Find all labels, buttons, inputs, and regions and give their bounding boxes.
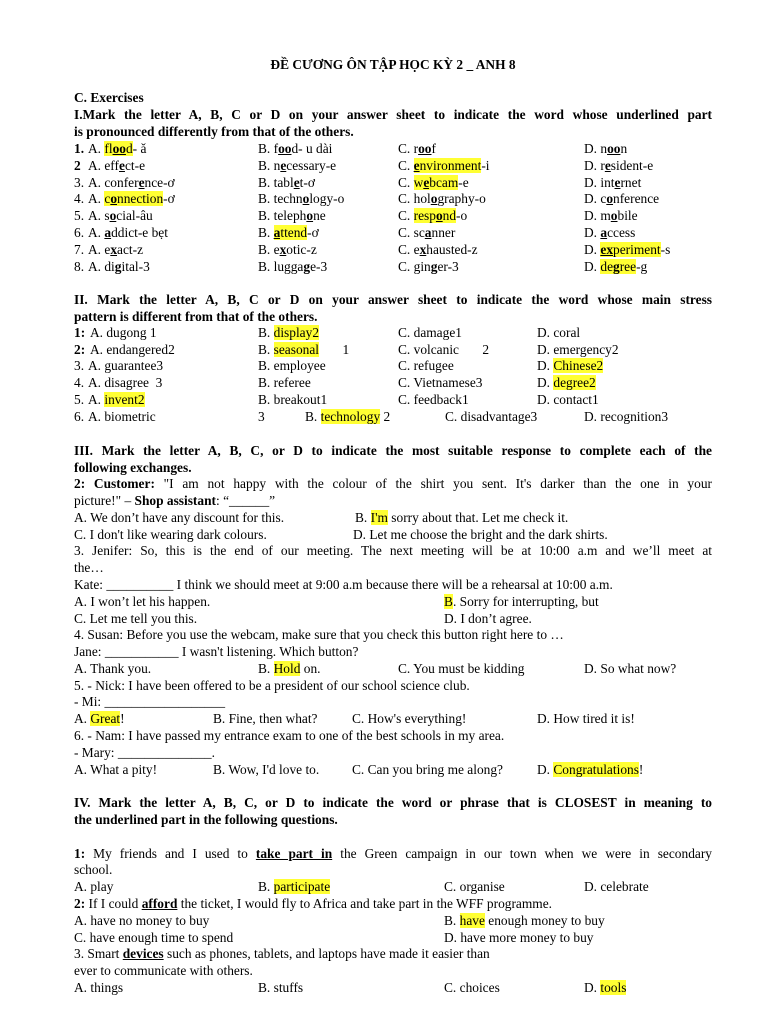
part3-instruction-cont: following exchanges. (74, 460, 192, 475)
part1-instruction: I.Mark the letter A, B, C or D on your answer sheet to indicate the word whose underlined part (74, 107, 712, 122)
part3-q4-reply: Jane: ___________ I wasn't listening. Which button? (74, 644, 359, 659)
option-d: D. recognition3 (584, 409, 669, 424)
option-b: B. breakout1 (258, 392, 328, 407)
option-c: C. roof (398, 141, 436, 156)
option-c: C. holography-o (398, 191, 486, 207)
option-d: D. Chinese2 (537, 358, 604, 373)
option-d: D. access (584, 225, 636, 240)
option-b: B. participate (258, 879, 331, 894)
option-d: D. noon (584, 141, 628, 156)
question-number: 4. (74, 191, 85, 207)
section-heading: C. Exercises (74, 90, 144, 105)
option-c: C. refugee (398, 358, 454, 373)
part4-q3-prompt: 3. Smart devices such as phones, tablets, and laptops have made it easier than (74, 946, 490, 961)
part3-q4-options (74, 661, 734, 677)
option-d: D. How tired it is! (537, 711, 635, 726)
option-c: C. Vietnamese3 (398, 375, 483, 390)
option-d: D. emergency2 (537, 342, 619, 357)
option-c: C. have enough time to spend (74, 930, 234, 945)
option-c: C. Let me tell you this. (74, 611, 198, 626)
option-d: D. internet (584, 174, 642, 190)
option-a: A. guarantee3 (88, 358, 164, 373)
part1-question-1 (74, 141, 734, 157)
part1-question-6 (74, 225, 734, 241)
question-number: 4. (74, 375, 85, 390)
option-c: C. webcam-e (398, 174, 469, 190)
option-d: D. I don’t agree. (444, 611, 532, 626)
question-number: 7. (74, 241, 85, 257)
option-a: A. What a pity! (74, 762, 158, 777)
option-d: D. degree-g (584, 258, 648, 274)
part2-question-5 (74, 392, 734, 408)
option-d: D. mobile (584, 208, 638, 224)
part3-q3-prompt: 3. Jenifer: So, this is the end of our meeting. The next meeting will be at 10:00 a.m and we’ll meet at (74, 543, 712, 558)
question-number: 1. (74, 141, 85, 156)
option-c: C. disadvantage3 (445, 409, 538, 424)
part3-q5-reply: - Mi: __________________ (74, 694, 226, 709)
part3-instruction: III. Mark the letter A, B, C, or D to indicate the most suitable response to complete each of the (74, 443, 712, 458)
option-a: A. flood- ǎ (88, 141, 147, 156)
option-b: B. I'm sorry about that. Let me check it. (355, 510, 569, 525)
option-a: A. exact-z (88, 241, 144, 257)
part3-q2-prompt-cont: picture!" – Shop assistant: “______” (74, 493, 276, 508)
option-c: C. volcanic 2 (398, 342, 490, 357)
option-b: B. tablet-ơ (258, 174, 315, 190)
option-b: B. display2 (258, 325, 320, 340)
part2-question-3 (74, 358, 734, 374)
part4-q2-options-1 (74, 913, 734, 929)
part2-question-1 (74, 325, 734, 341)
part3-q3-options-1 (74, 594, 734, 610)
question-number: 2: (74, 342, 86, 357)
part1-question-8 (74, 259, 734, 275)
option-a: A. effect-e (88, 157, 146, 173)
part3-q4-prompt: 4. Susan: Before you use the webcam, make sure that you check this button right here to … (74, 627, 564, 642)
option-b: B. referee (258, 375, 311, 390)
part1-question-5 (74, 208, 734, 224)
question-number: 3. (74, 174, 85, 190)
option-c: C. ginger-3 (398, 258, 459, 274)
part4-q3-prompt-cont: ever to communicate with others. (74, 963, 253, 978)
part3-q2-prompt: 2: Customer: "I am not happy with the colour of the shirt you sent. It's darker than the one in your (74, 476, 712, 491)
option-b: B. Fine, then what? (213, 711, 318, 726)
option-a: A. I won’t let his happen. (74, 594, 211, 609)
part4-q2-options-2 (74, 930, 734, 946)
part2-question-2 (74, 342, 734, 358)
option-b: B. have enough money to buy (444, 913, 605, 928)
part1-instruction-cont: is pronounced differently from that of the others. (74, 124, 354, 139)
option-b: B. Sorry for interrupting, but (444, 594, 599, 609)
option-c: C. I don't like wearing dark colours. (74, 527, 267, 542)
option-d: D. have more money to buy (444, 930, 594, 945)
question-number: 5. (74, 392, 85, 407)
option-c: C. damage1 (398, 325, 462, 340)
part3-q2-options-1 (74, 510, 734, 526)
option-c: C. How's everything! (352, 711, 467, 726)
option-d: D. coral (537, 325, 581, 340)
part3-q3-options-2 (74, 611, 734, 627)
part1-question-2 (74, 158, 734, 174)
part3-q5-prompt: 5. - Nick: I have been offered to be a president of our school science club. (74, 678, 470, 693)
option-a: A. disagree 3 (88, 375, 163, 390)
option-c: C. choices (444, 980, 500, 995)
question-number: 6. (74, 409, 85, 424)
part3-q6-prompt: 6. - Nam: I have passed my entrance exam to one of the best schools in my area. (74, 728, 505, 743)
option-d: D. Congratulations! (537, 762, 644, 777)
part4-q1-options (74, 879, 734, 895)
option-c: C. respond-o (398, 208, 468, 224)
part3-q3-reply: Kate: __________ I think we should meet at 9:00 a.m because there will be a rehearsal at 10:00 a.m. (74, 577, 613, 592)
option-c: C. environment-i (398, 157, 490, 173)
option-a: A. connection-ơ (88, 191, 175, 207)
option-d: D. degree2 (537, 375, 596, 390)
option-a: A. have no money to buy (74, 913, 210, 928)
part3-q6-reply: - Mary: ______________. (74, 745, 215, 760)
part4-instruction-cont: the underlined part in the following questions. (74, 812, 338, 827)
option-d: D. conference (584, 191, 660, 207)
option-a: A. conference-ơ (88, 174, 175, 190)
option-a: A. invent2 (88, 392, 145, 407)
part4-q3-options (74, 980, 734, 996)
page-title: ĐỀ CƯƠNG ÔN TẬP HỌC KỲ 2 _ ANH 8 (270, 57, 516, 72)
option-b: B. employee (258, 358, 326, 373)
question-number: 2 (74, 157, 81, 173)
option-a: A. digital-3 (88, 258, 150, 274)
option-b: B. food- u dài (258, 141, 333, 156)
option-a: A. social-âu (88, 208, 153, 224)
option-a: A. play (74, 879, 114, 894)
option-d: D. resident-e (584, 157, 654, 173)
option-b: B. Wow, I'd love to. (213, 762, 320, 777)
question-number: 5. (74, 208, 85, 224)
part2-question-6 (74, 409, 734, 425)
option-a: A. addict-e bẹt (88, 225, 168, 240)
option-a: A. Thank you. (74, 661, 152, 676)
part1-question-3 (74, 175, 734, 191)
option-d: D. Let me choose the bright and the dark shirts. (353, 527, 608, 542)
option-a: A. Great! (74, 711, 125, 726)
option-b: B. attend-ơ (258, 225, 319, 240)
option-d: D. tools (584, 980, 627, 995)
option-d: D. So what now? (584, 661, 677, 676)
option-c: C. scanner (398, 225, 456, 240)
option-c: C. You must be kidding (398, 661, 525, 676)
part4-q2-prompt: 2: If I could afford the ticket, I would fly to Africa and take part in the WFF programme. (74, 896, 552, 911)
part3-q2-options-2 (74, 527, 734, 543)
option-a: A. biometric (88, 409, 156, 424)
part4-q1-prompt: 1: My friends and I used to take part in the Green campaign in our town when we were in secondary (74, 846, 712, 861)
question-number: 8. (74, 258, 85, 274)
option-d: D. contact1 (537, 392, 599, 407)
option-d: D. celebrate (584, 879, 649, 894)
part2-instruction: II. Mark the letter A, B, C or D on your answer sheet to indicate the word whose main stress (74, 292, 712, 307)
question-number: 1: (74, 325, 86, 340)
part1-question-4 (74, 191, 734, 207)
question-number: 6. (74, 225, 85, 240)
option-c: C. feedback1 (398, 392, 469, 407)
option-b: B. necessary-e (258, 157, 337, 173)
option-a: A. We don’t have any discount for this. (74, 510, 285, 525)
option-c: C. Can you bring me along? (352, 762, 503, 777)
option-b: B. Hold on. (258, 661, 321, 676)
part3-q5-options (74, 711, 734, 727)
part2-instruction-cont: pattern is different from that of the others. (74, 309, 318, 324)
option-b: B. technology 2 (305, 409, 391, 424)
option-d: D. experiment-s (584, 241, 671, 257)
option-c: C. exhausted-z (398, 241, 478, 257)
part2-question-4 (74, 375, 734, 391)
option-b: B. seasonal 1 (258, 342, 350, 357)
part4-q1-prompt-cont: school. (74, 862, 113, 877)
part3-q3-prompt-cont: the… (74, 560, 104, 575)
option-b: B. luggage-3 (258, 258, 328, 274)
question-number: 3. (74, 358, 85, 373)
part4-instruction: IV. Mark the letter A, B, C, or D to indicate the word or phrase that is CLOSEST in meaning to (74, 795, 712, 810)
stress-mark: 3 (258, 409, 265, 424)
option-c: C. organise (444, 879, 505, 894)
option-b: B. exotic-z (258, 241, 317, 257)
option-a: A. things (74, 980, 124, 995)
option-a: A. endangered2 (90, 342, 175, 357)
option-a: A. dugong 1 (90, 325, 157, 340)
option-b: B. technology-o (258, 191, 345, 207)
option-b: B. telephone (258, 208, 326, 224)
option-b: B. stuffs (258, 980, 304, 995)
part1-question-7 (74, 242, 734, 258)
part3-q6-options (74, 762, 734, 778)
